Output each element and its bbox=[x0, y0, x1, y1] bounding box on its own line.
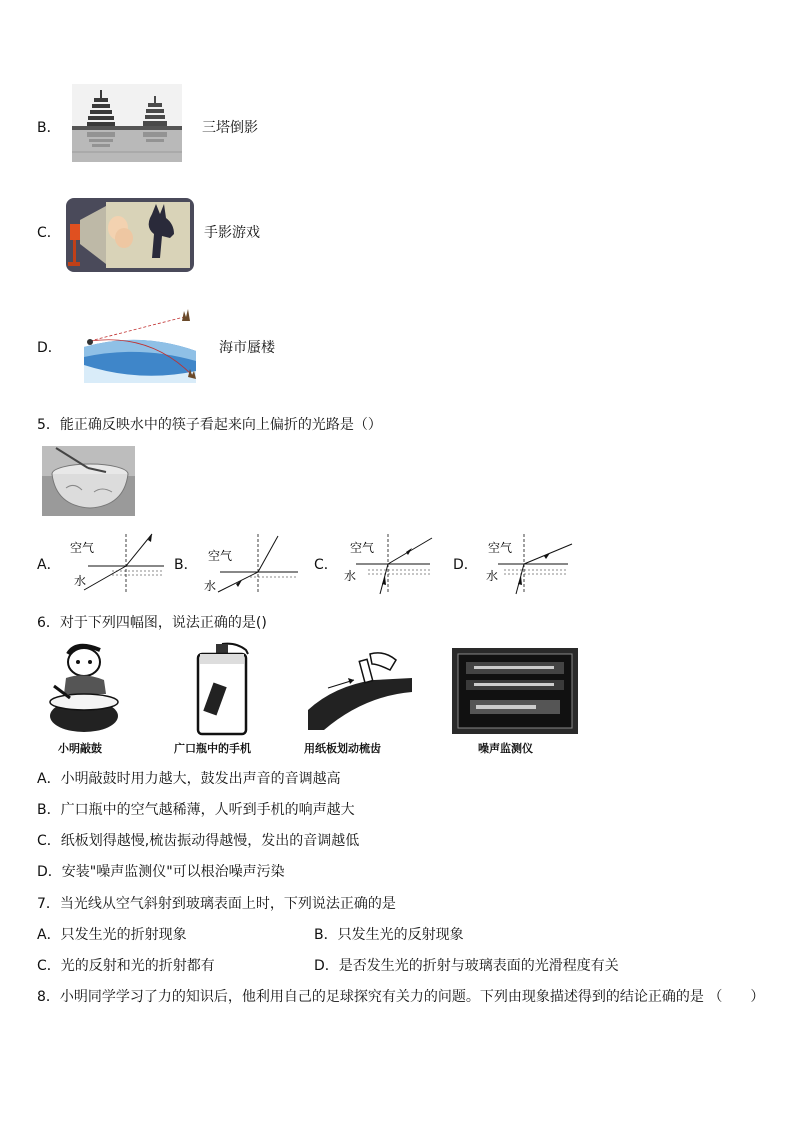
q5-b-air-label: 空气 bbox=[208, 549, 233, 563]
option-c-letter: C． bbox=[37, 225, 61, 241]
three-pagodas-photo bbox=[72, 84, 182, 162]
drum-boy-image bbox=[44, 638, 126, 734]
q5-c-water-label: 水 bbox=[344, 569, 357, 583]
q5-diagram-a[interactable] bbox=[68, 530, 168, 594]
hand-shadow-image bbox=[66, 198, 194, 272]
q5-diagram-b[interactable] bbox=[200, 532, 302, 596]
q5-diagram-d[interactable] bbox=[480, 530, 580, 596]
q6-option-d[interactable]: D．安装"噪声监测仪"可以根治噪声污染 bbox=[37, 864, 285, 880]
noise-monitor-image bbox=[452, 648, 578, 734]
caption-drum: 小明敲鼓 bbox=[58, 742, 102, 755]
q5-a-air-label: 空气 bbox=[70, 541, 95, 555]
caption-noise-monitor: 噪声监测仪 bbox=[478, 742, 533, 755]
mirage-diagram bbox=[80, 305, 200, 385]
caption-comb: 用纸板划动梳齿 bbox=[304, 742, 381, 755]
q5-option-d-letter: D． bbox=[453, 557, 478, 573]
option-d-text: 海市蜃楼 bbox=[219, 340, 275, 356]
q6-option-a[interactable]: A．小明敲鼓时用力越大，鼓发出声音的音调越高 bbox=[37, 771, 341, 787]
q8-stem: 8．小明同学学习了力的知识后，他利用自己的足球探究有关力的问题。下列由现象描述得到的结论正确的是 （ ） bbox=[37, 989, 765, 1005]
q7-option-b[interactable]: B．只发生光的反射现象 bbox=[314, 927, 464, 943]
q7-option-a[interactable]: A．只发生光的折射现象 bbox=[37, 927, 187, 943]
jar-phone-image bbox=[192, 640, 252, 736]
q7-stem: 7．当光线从空气斜射到玻璃表面上时，下列说法正确的是 bbox=[37, 896, 396, 912]
q5-option-c-letter: C． bbox=[314, 557, 338, 573]
q5-a-water-label: 水 bbox=[74, 574, 87, 588]
q6-option-b[interactable]: B．广口瓶中的空气越稀薄，人听到手机的响声越大 bbox=[37, 802, 355, 818]
q5-diagram-c[interactable] bbox=[340, 530, 440, 596]
option-d-letter: D． bbox=[37, 340, 62, 356]
q5-d-water-label: 水 bbox=[486, 569, 499, 583]
chopsticks-bowl-photo bbox=[42, 446, 135, 516]
q5-d-air-label: 空气 bbox=[488, 541, 513, 555]
option-b-letter: B． bbox=[37, 120, 61, 136]
q5-b-water-label: 水 bbox=[204, 579, 217, 593]
option-b-text: 三塔倒影 bbox=[202, 120, 258, 136]
caption-jar: 广口瓶中的手机 bbox=[174, 742, 251, 755]
option-c-text: 手影游戏 bbox=[204, 225, 260, 241]
comb-cardboard-image bbox=[304, 650, 416, 730]
q5-c-air-label: 空气 bbox=[350, 541, 375, 555]
q6-stem: 6．对于下列四幅图，说法正确的是() bbox=[37, 615, 267, 631]
q7-option-d[interactable]: D．是否发生光的折射与玻璃表面的光滑程度有关 bbox=[314, 958, 619, 974]
q5-stem: 5．能正确反映水中的筷子看起来向上偏折的光路是（） bbox=[37, 417, 382, 433]
q5-option-b-letter: B． bbox=[174, 557, 198, 573]
q5-option-a-letter: A． bbox=[37, 557, 61, 573]
q6-option-c[interactable]: C．纸板划得越慢,梳齿振动得越慢，发出的音调越低 bbox=[37, 833, 360, 849]
q7-option-c[interactable]: C．光的反射和光的折射都有 bbox=[37, 958, 215, 974]
